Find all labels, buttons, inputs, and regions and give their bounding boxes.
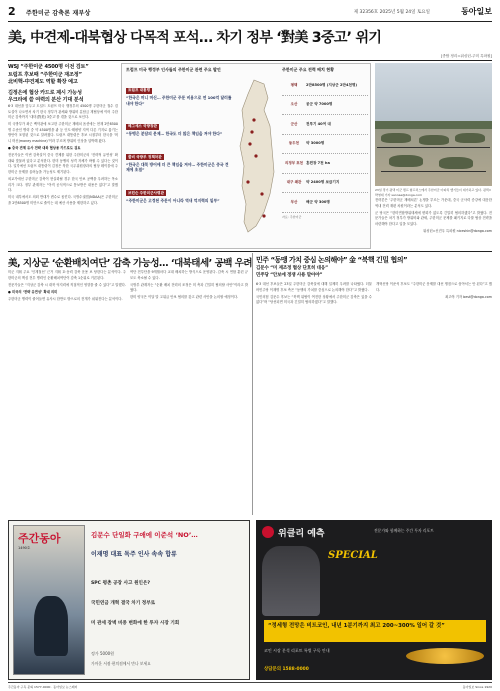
paragraph: 미 국방부가 최근 백악관에 보고한 주한미군 재배치 옵션에는 현재 2만8500명 수준인 병력 중 약 4500명을 괌 등 인도·태평양 지역 다른 기지로 옮기는 방안이 포함된 것으로 알려졌다. 트럼프 대통령은 후보 시절부터 한국을 ‘머니 머신(money machine)’이라 부르며 방위비 인상을 압박해 왔다. [8, 122, 118, 144]
rotor-blade [377, 147, 490, 148]
newspaper-name: 동아일보 [461, 6, 492, 16]
province-name: 동두천 [288, 141, 300, 146]
paragraph: 군 당국은 “한미연합방위태세에 변화가 없도록 긴밀히 협의하겠다”고 밝혔다. 전문가들은 차기 정부가 방위비와 관세, 주한미군 문제를 패키지로 다룰 협상 전략을 마련해야 한다고 입을 모았다. [375, 210, 492, 226]
quote-item [126, 112, 232, 137]
magazine-issue: 1490호 [18, 546, 31, 550]
paragraph: 워싱턴=신진우 특파원 niceshin@donga.com [423, 228, 492, 233]
paragraph: ● 미국의 ‘전략 유연성’ 확대 의미 [8, 289, 58, 294]
lead-body-col4 [375, 198, 492, 248]
quote-text: “한국은 대북 방어에 더 큰 책임을 져야… 주한미군은 중국 견제에 초점” [126, 161, 229, 173]
second-body-col1 [8, 270, 126, 516]
ad-cover-line-main: 김문수 단일화 구애에 이준석 ‘NO’… [91, 531, 198, 539]
province-name: 오산 [290, 102, 298, 107]
paragraph: 최고야 기자 best@donga.com [445, 294, 492, 299]
helicopter-icon [439, 157, 473, 169]
province-value: 전투기 40여 대 [306, 121, 331, 126]
paragraph: 개혁신당 이준석 후보도 “주한미군 문제를 대선 쟁점으로 삼아서는 안 된다”고 했다. [376, 282, 492, 292]
footer-right: 동아일보 Since 1920 [462, 684, 492, 689]
news-photo[interactable] [375, 63, 492, 186]
quote-text: “주한미군은 고정된 주둔이 아니라 역내 억지력의 일부” [126, 197, 220, 203]
province-value: 공군 약 7000명 [306, 102, 333, 107]
rotor-blade [381, 171, 486, 172]
province-row [282, 154, 368, 174]
page-number: 2 [8, 5, 16, 18]
infographic-title: 트럼프 미국 행정부 인사들의 주한미군 관련 주요 발언 [126, 67, 221, 72]
helicopter-icon [381, 133, 411, 143]
province-row [282, 115, 368, 135]
province-row [282, 76, 368, 96]
ad-tagline: 전문가와 함께하는 주간 투자 리포트 [374, 528, 434, 533]
quote-speaker: 콜비 국방부 정책차관 [128, 154, 162, 159]
brand-logo-icon [262, 526, 274, 538]
province-name: 군산 [290, 121, 298, 126]
infographic-map-title: 주한미군 주요 전력 배치 현황 [282, 67, 334, 72]
paragraph: 여단 전투단을 9개월마다 교대 배치하는 방식으로 운영된다. 감축 시 연합 훈련 규모도 축소될 수 있다. [130, 270, 248, 280]
quote-speaker: 헤그세스 국방장관 [128, 124, 158, 129]
paragraph: 전문가들은 이번 감축설이 중국 견제를 위한 주한미군의 ‘전략적 유연성’ 확대와 맞물려 있다고 분석한다. 한미 동맹의 성격 자체가 바뀔 수 있다는 것이다. 일각에선 트럼프 대통령이 김정은 북한 국무위원장과의 협상 테이블에 주한미군 문제를 올려놓을 가능성도 제기된다. [8, 153, 118, 175]
province-row [282, 193, 368, 213]
paragraph: 6·3 대선 후보들은 23일 주한미군 감축설에 대해 일제히 우려를 나타냈다. 더불어민주당 이재명 후보 측은 “동맹의 가치를 중심으로 논의해야 한다”고 밝혔다. [256, 282, 372, 292]
province-list [282, 76, 368, 219]
page-footer [8, 682, 492, 689]
lead-byline: [종합 정리=워싱턴-주미 특파원] [440, 54, 492, 58]
quotes-list [126, 76, 232, 204]
photo-caption: 23일 경기 평택 미군 캠프 험프리스에서 주한미군 아파치 헬기들이 대기하고 있다. 평택=박영대 기자 sannae@donga.com [375, 188, 492, 197]
korea-map-icon [234, 76, 280, 244]
third-body-col2 [376, 282, 492, 514]
province-value: 약 3000명 [306, 141, 325, 146]
paragraph: 주한미군 병력이 줄어들면 유사시 한반도 밖으로의 전개가 쉬워진다는 분석이다. [8, 296, 123, 301]
investment-ad[interactable] [256, 520, 492, 680]
ad-brand: 위클리 예측 [278, 529, 325, 539]
paragraph: 국방부 관계자는 “순환 배치 전력의 조정은 미 측과 긴밀히 협의할 사안”이라고 밝혔다. [130, 282, 248, 293]
treeline [375, 121, 492, 129]
ad-contact: 상담문의 1588-0000 [264, 667, 309, 672]
quote-text: “한국은 머니 머신… 주한미군 주둔 비용으로 연 100억 달러를 내야 한다” [126, 95, 232, 106]
paragraph: 미국 내부에서도 의회 반대가 변수로 꼽힌다. 국방수권법(NDAA)은 주한미군을 2만8500명 미만으로 줄이는 데 예산 사용을 제한하고 있다. [8, 195, 118, 205]
lead-intro [8, 64, 118, 105]
lead-body-col1 [8, 104, 118, 248]
province-row [282, 96, 368, 116]
helicopter-icon [455, 133, 485, 143]
province-name: 의정부 포천 [284, 160, 304, 165]
infographic-source: 자료: 주한미군 [282, 214, 302, 219]
intro-line: 우크라에 쓸 여력의 분산 기대 분석 [8, 97, 84, 103]
third-subhead: 민주당 “안보에 정쟁 사용 말아야” [256, 272, 323, 278]
helicopter-icon [389, 155, 423, 167]
column-divider [252, 253, 253, 515]
paragraph: 전문가들은 “지상군 감축 시 대북 억지력에 직접적인 영향을 줄 수 있다”고 말했다. [8, 282, 126, 287]
second-headline[interactable]: 美, 지상군 ‘순환배치여단’ 감축 가능성… ‘대북태세’ 공백 우려 [8, 258, 253, 269]
third-subheads [256, 266, 492, 279]
ad-badge: SPECIAL [328, 550, 378, 561]
province-name: 평택 [290, 82, 298, 87]
sky [375, 63, 492, 123]
divider [8, 251, 492, 252]
intro-line: 김정은에 협상 카드로 제시 가능성 [8, 89, 82, 96]
paragraph: 한미 양국은 이달 말 고위급 안보 협의를 갖고 관련 사안을 논의할 예정이다. [130, 295, 239, 300]
intro-line: 트럼프 후보때 “주한미군 재조정” [8, 71, 82, 78]
province-value: 약 2400명 보급기지 [306, 180, 340, 185]
province-row [282, 174, 368, 194]
section-title: 주한미군 감축론 재부상 [26, 10, 91, 17]
paragraph: 외교가에선 주한미군 감축이 현실화될 경우 한국 안보 공백을 우려하는 목소리가 크다. 정부 관계자는 “아직 공식적으로 통보받은 내용은 없다”고 말했다. [8, 177, 118, 193]
third-body-col1 [256, 282, 372, 514]
ad-cover-line: 미 관세 장벽 비중 변화에 한 투자 시장 기회 [91, 621, 180, 626]
ad-cover-line: 이재명 대표 독주 인사 속속 합류 [91, 551, 177, 558]
province-row [282, 135, 368, 155]
second-body-col2 [130, 270, 248, 516]
intro-line: WSJ “주한미군 4500명 이전 검토” [8, 64, 89, 70]
ad-buy-info: 가까운 서점·편의점에서 만나 보세요 [91, 661, 151, 666]
presenter-photo [262, 546, 320, 616]
helicopter-icon [419, 135, 449, 145]
province-name: 대구 왜관 [286, 180, 302, 185]
ad-cover-line: 국민연금 개혁 결국 차기 정부로 [91, 601, 156, 606]
paragraph: 미군 지휘 주요 ‘인계철선’ 근거 지휘 호·동력 감축 운용 보 당한다는 분석이다. 주한미군의 핵심 전투 병력인 순환배치여단이 감축 1순위로 거론된다. [8, 270, 126, 280]
quote-item [126, 143, 232, 173]
paragraph: 6·3 대선을 앞두고 도널드 트럼프 미국 행정부의 4500명 주한미군 철수 검토설이 나오면서 차기 한국 정부가 관세와 방위비 분담금 재협상에 이어 주한미군 감축까지 ‘대미(對美) 3중고’를 겪을 것으로 보인다. [8, 104, 118, 120]
quote-text: “동맹은 분담의 문제… 한국도 더 많은 책임을 져야 한다” [126, 131, 223, 137]
magazine-cover [13, 525, 85, 675]
quote-speaker: 트럼프 대통령 [128, 88, 151, 92]
intro-line: 北비핵-中견제도 역할 확장 예고 [8, 79, 78, 85]
province-name: 부산 [290, 199, 298, 204]
lead-headline[interactable]: 美, 中견제-대북협상 다목적 포석… 차기 정부 ‘對美 3중고’ 위기 [8, 30, 382, 46]
ad-price: 정가 5000원 [91, 651, 115, 656]
magazine-ad[interactable] [8, 520, 250, 680]
paragraph: ● 중국 견제 유사 전략 대북 협상용 카드로도 검토 [8, 146, 81, 151]
issue-line: 제 32356호 2025년 5월 24일 토요일 [353, 10, 430, 15]
quote-item [126, 76, 232, 106]
footer-left: 주간동아 구독 문의 1577-0000 · 동아일보 뉴스레터 [8, 684, 78, 689]
province-value: 훈련장 7천 ha [306, 160, 330, 165]
page-header [8, 4, 492, 22]
divider [8, 60, 492, 61]
magazine-title: 주간동아 [18, 532, 61, 545]
quote-speaker: 브런슨 주한미군사령관 [128, 190, 164, 195]
quote-item [126, 179, 232, 204]
province-value: 해군 약 300명 [306, 199, 330, 204]
paragraph: 전략론은 ‘주한미군 재배치론’ 논쟁을 부르는 가운데, 중국 군사력 증강에 대응한 역내 전력 재편 차원이라는 분석도 있다. [375, 198, 492, 208]
third-headline[interactable]: 민주 “동맹 가치 중심 논의해야” 金 “북핵 긴밀 협의” [256, 256, 408, 264]
ad-title: “정세형 전망은 비트코인, 내년 1분기까지 최고 200~300% 일어 갈 것” [264, 620, 486, 642]
paragraph: 국민의힘 김문수 후보는 “북핵 위협이 여전한 상황에서 주한미군 감축은 있을 수 없다”며 “당선되면 미국과 긴밀히 협의하겠다”고 말했다. [256, 294, 372, 305]
province-value: 2만8500명 (지상군 2만4천명) [306, 82, 358, 87]
cover-figure [34, 596, 68, 656]
bitcoin-coin-icon [406, 648, 484, 664]
third-subhead: 김문수 “미 재조정 협상 단호히 대응” [256, 266, 328, 271]
infographic [121, 63, 371, 249]
ad-sub: 코인 시장 분석 리포트 특별 구독 안내 [264, 648, 330, 653]
ad-cover-line: SPC 평촌 공장 사고 원인은? [91, 581, 151, 586]
